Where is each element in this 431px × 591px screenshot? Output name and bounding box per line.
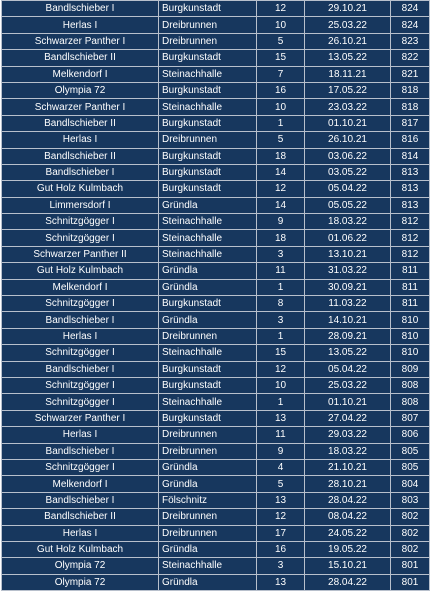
- team-cell: Bandlschieber I: [2, 443, 159, 459]
- date-cell: 13.05.22: [305, 345, 391, 361]
- table-row: [2, 214, 430, 230]
- lane-cell: 17: [257, 525, 305, 541]
- table-row: [2, 476, 430, 492]
- venue-cell: Gründla: [159, 459, 257, 475]
- venue-cell: Dreibrunnen: [159, 443, 257, 459]
- score-cell: 805: [391, 443, 430, 459]
- date-cell: 01.10.21: [305, 115, 391, 131]
- table-row: [2, 246, 430, 262]
- lane-cell: 13: [257, 410, 305, 426]
- date-cell: 01.10.21: [305, 394, 391, 410]
- team-cell: Bandlschieber I: [2, 1, 159, 17]
- venue-cell: Burgkunstadt: [159, 181, 257, 197]
- team-cell: Herlas I: [2, 328, 159, 344]
- date-cell: 19.05.22: [305, 541, 391, 557]
- lane-cell: 11: [257, 263, 305, 279]
- table-row: [2, 525, 430, 541]
- lane-cell: 5: [257, 132, 305, 148]
- venue-cell: Dreibrunnen: [159, 33, 257, 49]
- team-cell: Schwarzer Panther I: [2, 99, 159, 115]
- lane-cell: 16: [257, 82, 305, 98]
- team-cell: Olympia 72: [2, 574, 159, 590]
- team-cell: Herlas I: [2, 427, 159, 443]
- venue-cell: Dreibrunnen: [159, 328, 257, 344]
- score-cell: 824: [391, 1, 430, 17]
- team-cell: Schwarzer Panther II: [2, 246, 159, 262]
- lane-cell: 1: [257, 394, 305, 410]
- venue-cell: Steinachhalle: [159, 66, 257, 82]
- venue-cell: Dreibrunnen: [159, 132, 257, 148]
- lane-cell: 16: [257, 541, 305, 557]
- team-cell: Schnitzgögger I: [2, 394, 159, 410]
- table-row: [2, 443, 430, 459]
- score-cell: 810: [391, 345, 430, 361]
- venue-cell: Steinachhalle: [159, 345, 257, 361]
- team-cell: Olympia 72: [2, 82, 159, 98]
- date-cell: 21.10.21: [305, 459, 391, 475]
- date-cell: 29.03.22: [305, 427, 391, 443]
- score-cell: 801: [391, 574, 430, 590]
- venue-cell: Steinachhalle: [159, 99, 257, 115]
- table-row: [2, 361, 430, 377]
- score-cell: 801: [391, 558, 430, 574]
- venue-cell: Steinachhalle: [159, 246, 257, 262]
- team-cell: Bandlschieber II: [2, 50, 159, 66]
- team-cell: Bandlschieber II: [2, 115, 159, 131]
- table-row: [2, 148, 430, 164]
- lane-cell: 15: [257, 345, 305, 361]
- venue-cell: Burgkunstadt: [159, 148, 257, 164]
- score-cell: 816: [391, 132, 430, 148]
- table-row: [2, 115, 430, 131]
- date-cell: 31.03.22: [305, 263, 391, 279]
- score-cell: 806: [391, 427, 430, 443]
- score-cell: 812: [391, 246, 430, 262]
- team-cell: Gut Holz Kulmbach: [2, 541, 159, 557]
- lane-cell: 1: [257, 115, 305, 131]
- date-cell: 03.06.22: [305, 148, 391, 164]
- date-cell: 03.05.22: [305, 164, 391, 180]
- date-cell: 05.04.22: [305, 361, 391, 377]
- date-cell: 05.05.22: [305, 197, 391, 213]
- table-row: [2, 558, 430, 574]
- venue-cell: Gründla: [159, 263, 257, 279]
- score-cell: 823: [391, 33, 430, 49]
- date-cell: 18.03.22: [305, 214, 391, 230]
- table-row: [2, 541, 430, 557]
- date-cell: 11.03.22: [305, 296, 391, 312]
- score-cell: 811: [391, 296, 430, 312]
- lane-cell: 12: [257, 361, 305, 377]
- date-cell: 14.10.21: [305, 312, 391, 328]
- score-cell: 818: [391, 99, 430, 115]
- lane-cell: 12: [257, 181, 305, 197]
- lane-cell: 1: [257, 328, 305, 344]
- score-cell: 802: [391, 509, 430, 525]
- venue-cell: Burgkunstadt: [159, 82, 257, 98]
- team-cell: Schnitzgögger I: [2, 345, 159, 361]
- venue-cell: Gründla: [159, 541, 257, 557]
- table-row: [2, 1, 430, 17]
- table-row: [2, 328, 430, 344]
- venue-cell: Gründla: [159, 197, 257, 213]
- table-row: [2, 230, 430, 246]
- lane-cell: 10: [257, 377, 305, 393]
- date-cell: 28.10.21: [305, 476, 391, 492]
- venue-cell: Dreibrunnen: [159, 509, 257, 525]
- table-row: [2, 394, 430, 410]
- date-cell: 28.09.21: [305, 328, 391, 344]
- table-row: [2, 164, 430, 180]
- score-cell: 812: [391, 230, 430, 246]
- date-cell: 13.05.22: [305, 50, 391, 66]
- team-cell: Melkendorf I: [2, 66, 159, 82]
- score-cell: 808: [391, 394, 430, 410]
- venue-cell: Burgkunstadt: [159, 115, 257, 131]
- venue-cell: Steinachhalle: [159, 394, 257, 410]
- date-cell: 26.10.21: [305, 33, 391, 49]
- venue-cell: Burgkunstadt: [159, 164, 257, 180]
- venue-cell: Burgkunstadt: [159, 50, 257, 66]
- score-cell: 805: [391, 459, 430, 475]
- lane-cell: 1: [257, 279, 305, 295]
- table-row: [2, 279, 430, 295]
- score-cell: 810: [391, 312, 430, 328]
- date-cell: 26.10.21: [305, 132, 391, 148]
- score-cell: 802: [391, 525, 430, 541]
- date-cell: 30.09.21: [305, 279, 391, 295]
- team-cell: Schnitzgögger I: [2, 377, 159, 393]
- table-row: [2, 50, 430, 66]
- score-cell: 818: [391, 82, 430, 98]
- lane-cell: 12: [257, 1, 305, 17]
- lane-cell: 4: [257, 459, 305, 475]
- score-cell: 808: [391, 377, 430, 393]
- team-cell: Schnitzgögger I: [2, 230, 159, 246]
- lane-cell: 14: [257, 197, 305, 213]
- date-cell: 23.03.22: [305, 99, 391, 115]
- table-row: [2, 296, 430, 312]
- table-row: [2, 33, 430, 49]
- team-cell: Bandlschieber I: [2, 492, 159, 508]
- date-cell: 24.05.22: [305, 525, 391, 541]
- table-row: [2, 132, 430, 148]
- table-row: [2, 345, 430, 361]
- venue-cell: Burgkunstadt: [159, 296, 257, 312]
- results-table: [1, 0, 430, 591]
- score-cell: 813: [391, 181, 430, 197]
- table-row: [2, 459, 430, 475]
- lane-cell: 15: [257, 50, 305, 66]
- lane-cell: 8: [257, 296, 305, 312]
- score-cell: 804: [391, 476, 430, 492]
- venue-cell: Dreibrunnen: [159, 525, 257, 541]
- lane-cell: 13: [257, 574, 305, 590]
- date-cell: 01.06.22: [305, 230, 391, 246]
- date-cell: 27.04.22: [305, 410, 391, 426]
- score-cell: 817: [391, 115, 430, 131]
- lane-cell: 18: [257, 148, 305, 164]
- table-row: [2, 263, 430, 279]
- lane-cell: 18: [257, 230, 305, 246]
- score-cell: 809: [391, 361, 430, 377]
- table-row: [2, 181, 430, 197]
- venue-cell: Burgkunstadt: [159, 361, 257, 377]
- lane-cell: 5: [257, 33, 305, 49]
- score-cell: 813: [391, 164, 430, 180]
- venue-cell: Gründla: [159, 476, 257, 492]
- table-row: [2, 197, 430, 213]
- venue-cell: Gründla: [159, 574, 257, 590]
- venue-cell: Burgkunstadt: [159, 410, 257, 426]
- team-cell: Schnitzgögger I: [2, 214, 159, 230]
- team-cell: Bandlschieber II: [2, 509, 159, 525]
- table-row: [2, 427, 430, 443]
- lane-cell: 9: [257, 443, 305, 459]
- team-cell: Melkendorf I: [2, 476, 159, 492]
- team-cell: Bandlschieber I: [2, 361, 159, 377]
- score-cell: 811: [391, 279, 430, 295]
- date-cell: 05.04.22: [305, 181, 391, 197]
- venue-cell: Dreibrunnen: [159, 17, 257, 33]
- team-cell: Schwarzer Panther I: [2, 33, 159, 49]
- lane-cell: 10: [257, 17, 305, 33]
- score-cell: 822: [391, 50, 430, 66]
- date-cell: 13.10.21: [305, 246, 391, 262]
- team-cell: Schnitzgögger I: [2, 459, 159, 475]
- venue-cell: Burgkunstadt: [159, 377, 257, 393]
- table-row: [2, 66, 430, 82]
- table-row: [2, 17, 430, 33]
- team-cell: Herlas I: [2, 132, 159, 148]
- team-cell: Schnitzgögger I: [2, 296, 159, 312]
- lane-cell: 5: [257, 476, 305, 492]
- lane-cell: 3: [257, 246, 305, 262]
- lane-cell: 11: [257, 427, 305, 443]
- date-cell: 18.11.21: [305, 66, 391, 82]
- team-cell: Limmersdorf I: [2, 197, 159, 213]
- score-cell: 812: [391, 214, 430, 230]
- date-cell: 17.05.22: [305, 82, 391, 98]
- lane-cell: 7: [257, 66, 305, 82]
- team-cell: Melkendorf I: [2, 279, 159, 295]
- date-cell: 25.03.22: [305, 17, 391, 33]
- score-cell: 810: [391, 328, 430, 344]
- lane-cell: 13: [257, 492, 305, 508]
- venue-cell: Gründla: [159, 279, 257, 295]
- date-cell: 15.10.21: [305, 558, 391, 574]
- table-row: [2, 82, 430, 98]
- lane-cell: 3: [257, 312, 305, 328]
- venue-cell: Fölschnitz: [159, 492, 257, 508]
- score-cell: 807: [391, 410, 430, 426]
- venue-cell: Steinachhalle: [159, 230, 257, 246]
- results-table-body: [2, 1, 430, 591]
- venue-cell: Burgkunstadt: [159, 1, 257, 17]
- team-cell: Bandlschieber I: [2, 164, 159, 180]
- score-cell: 802: [391, 541, 430, 557]
- date-cell: 29.10.21: [305, 1, 391, 17]
- table-row: [2, 574, 430, 590]
- lane-cell: 3: [257, 558, 305, 574]
- table-row: [2, 377, 430, 393]
- table-row: [2, 99, 430, 115]
- lane-cell: 9: [257, 214, 305, 230]
- venue-cell: Dreibrunnen: [159, 427, 257, 443]
- venue-cell: Gründla: [159, 312, 257, 328]
- date-cell: 28.04.22: [305, 492, 391, 508]
- team-cell: Herlas I: [2, 525, 159, 541]
- lane-cell: 12: [257, 509, 305, 525]
- lane-cell: 14: [257, 164, 305, 180]
- table-row: [2, 410, 430, 426]
- score-cell: 824: [391, 17, 430, 33]
- date-cell: 28.04.22: [305, 574, 391, 590]
- table-row: [2, 312, 430, 328]
- date-cell: 18.03.22: [305, 443, 391, 459]
- venue-cell: Steinachhalle: [159, 214, 257, 230]
- team-cell: Gut Holz Kulmbach: [2, 263, 159, 279]
- team-cell: Gut Holz Kulmbach: [2, 181, 159, 197]
- team-cell: Schwarzer Panther I: [2, 410, 159, 426]
- date-cell: 25.03.22: [305, 377, 391, 393]
- score-cell: 811: [391, 263, 430, 279]
- table-row: [2, 509, 430, 525]
- score-cell: 814: [391, 148, 430, 164]
- score-cell: 821: [391, 66, 430, 82]
- lane-cell: 10: [257, 99, 305, 115]
- date-cell: 08.04.22: [305, 509, 391, 525]
- score-cell: 813: [391, 197, 430, 213]
- team-cell: Bandlschieber II: [2, 148, 159, 164]
- table-row: [2, 492, 430, 508]
- venue-cell: Steinachhalle: [159, 558, 257, 574]
- score-cell: 803: [391, 492, 430, 508]
- team-cell: Herlas I: [2, 17, 159, 33]
- team-cell: Bandlschieber I: [2, 312, 159, 328]
- team-cell: Olympia 72: [2, 558, 159, 574]
